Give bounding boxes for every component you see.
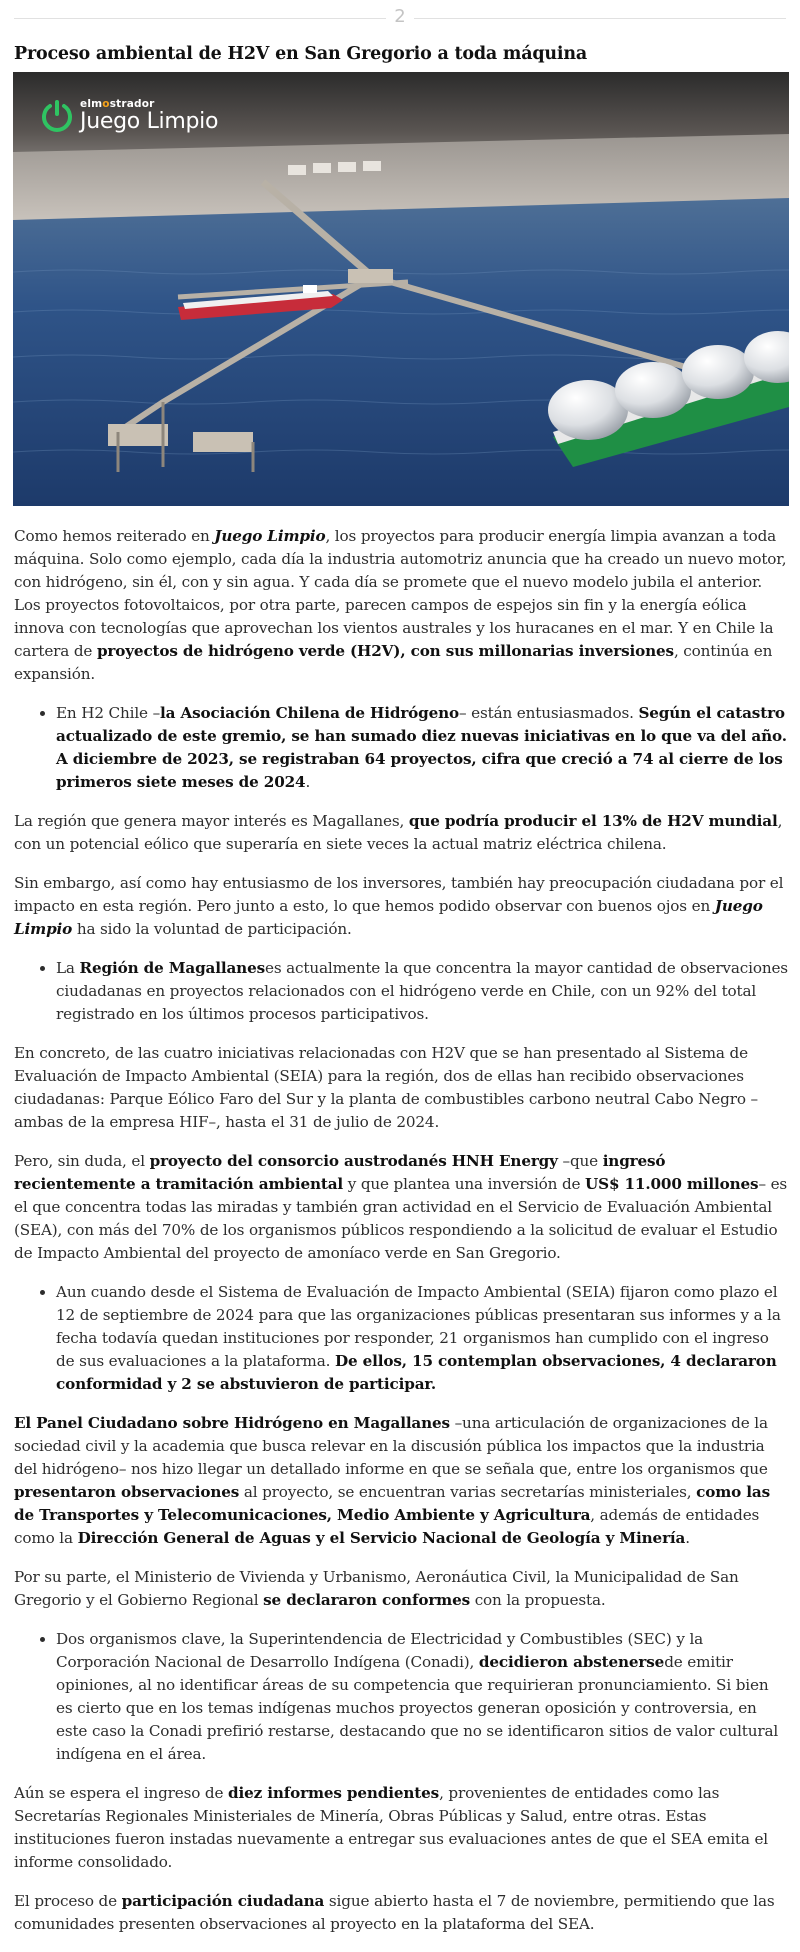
- paragraph: En concreto, de las cuatro iniciativas relacionadas con H2V que se han presentado al Sistema de Evaluación de Impacto Ambiental (SEIA) para la región, dos de ellas han recibido observaciones ciudadanas: Parque Eólico Faro del Sur y la planta de combustibles carbono neutral Cabo Negro –ambas de la empresa HIF–, hasta el 31 de julio de 2024.: [14, 1044, 758, 1131]
- list-item: • Aun cuando desde el Sistema de Evaluación de Impacto Ambiental (SEIA) fijaron como plazo el 12 de septiembre de 2024 para que las organizaciones públicas presentaran sus informes y a la fecha todavía quedan instituciones por responder, 21 organismos han cumplido con el ingreso de sus evaluaciones a la plataforma. De ellos, 15 contemplan observaciones, 4 declararon conformidad y 2 se abstuvieron de participar.: [56, 1281, 789, 1396]
- article-body: [14, 525, 789, 1952]
- paragraph: Sin embargo, así como hay entusiasmo de los inversores, también hay preocupación ciudadana por el impacto en esta región. Pero junto a esto, lo que hemos podido observar con buenos ojos en Juego Limpio ha sido la voluntad de participación.: [14, 874, 784, 938]
- bullet-list: [14, 1281, 789, 1396]
- sea: [13, 198, 789, 506]
- bullet-list: [14, 957, 789, 1026]
- article-title: Proceso ambiental de H2V en San Gregorio a toda máquina: [14, 44, 588, 64]
- list-item: • La Región de Magallaneses actualmente la que concentra la mayor cantidad de observaciones ciudadanas en proyectos relacionados con el hidrógeno verde en Chile, con un 92% del total registrado en los últimos procesos participativos.: [56, 957, 789, 1026]
- paragraph: Por su parte, el Ministerio de Vivienda y Urbanismo, Aeronáutica Civil, la Municipalidad de San Gregorio y el Gobierno Regional se declararon conformes con la propuesta.: [14, 1568, 739, 1609]
- bullet-list: [14, 1628, 789, 1766]
- juego-limpio-logo: [40, 99, 218, 133]
- logo-name: Juego Limpio: [80, 108, 219, 134]
- page-number: 2: [394, 6, 406, 27]
- hydrogen-port-illustration: [13, 72, 789, 506]
- paragraph: Como hemos reiterado en Juego Limpio, los proyectos para producir energía limpia avanzan a toda máquina. Solo como ejemplo, cada día la industria automotriz anuncia que ha creado un nuevo motor, con hidrógeno, sin él, con y sin agua. Y cada día se promete que el nuevo modelo jubila el anterior. Los proyectos fotovoltaicos, por otra parte, parecen campos de espejos sin fin y la energía eólica innova con tecnologías que aprovechan los vientos australes y los huracanes en el mar. Y en Chile la cartera de proyectos de hidrógeno verde (H2V), con sus millonarias inversiones, continúa en expansión.: [14, 527, 787, 683]
- list-item: • En H2 Chile –la Asociación Chilena de Hidrógeno– están entusiasmados. Según el catastro actualizado de este gremio, se han sumado diez nuevas iniciativas en lo que va del año. A diciembre de 2023, se registraban 64 proyectos, cifra que creció a 74 al cierre de los primeros siete meses de 2024.: [56, 702, 789, 794]
- paragraph: Aún se espera el ingreso de diez informes pendientes, provenientes de entidades como las Secretarías Regionales Ministeriales de Minería, Obras Públicas y Salud, entre otras. Estas instituciones fueron instadas nuevamente a entregar sus evaluaciones antes de que el SEA emita el informe consolidado.: [14, 1784, 769, 1871]
- paragraph: El Panel Ciudadano sobre Hidrógeno en Magallanes –una articulación de organizaciones de la sociedad civil y la academia que busca relevar en la discusión pública los impactos que la industria del hidrógeno– nos hizo llegar un detallado informe en que se señala que, entre los organismos que presentaron observaciones al proyecto, se encuentran varias secretarías ministeriales, como las de Transportes y Telecomunicaciones, Medio Ambiente y Agricultura, además de entidades como la Dirección General de Aguas y el Servicio Nacional de Geología y Minería.: [14, 1414, 770, 1547]
- paragraph: Pero, sin duda, el proyecto del consorcio austrodanés HNH Energy –que ingresó recientemente a tramitación ambiental y que plantea una inversión de US$ 11.000 millones– es el que concentra todas las miradas y también gran actividad en el Servicio de Evaluación Ambiental (SEA), con más del 70% de los organismos públicos respondiendo a la solicitud de evaluar el Estudio de Impacto Ambiental del proyecto de amoníaco verde en San Gregorio.: [14, 1152, 788, 1262]
- paragraph: El proceso de participación ciudadana sigue abierto hasta el 7 de noviembre, permitiendo que las comunidades presenten observaciones al proyecto en la plataforma del SEA.: [14, 1892, 775, 1933]
- hero-image: [13, 72, 789, 506]
- bullet-list: [14, 702, 789, 794]
- logo-brand: elmostrador: [80, 98, 155, 111]
- paragraph: La región que genera mayor interés es Magallanes, que podría producir el 13% de H2V mundial, con un potencial eólico que superaría en siete veces la actual matriz eléctrica chilena.: [14, 812, 783, 853]
- list-item: • Dos organismos clave, la Superintendencia de Electricidad y Combustibles (SEC) y la Corporación Nacional de Desarrollo Indígena (Conadi), decidieron abstenersede emitir opiniones, al no identificar áreas de su competencia que requirieran pronunciamiento. Si bien es cierto que en los temas indígenas muchos proyectos generan oposición y controversia, en este caso la Conadi prefirió restarse, destacando que no se identificaron sitios de valor cultural indígena en el área.: [56, 1628, 789, 1766]
- top-divider-right: [414, 18, 786, 19]
- top-divider-left: [14, 18, 386, 19]
- power-icon: [40, 99, 74, 133]
